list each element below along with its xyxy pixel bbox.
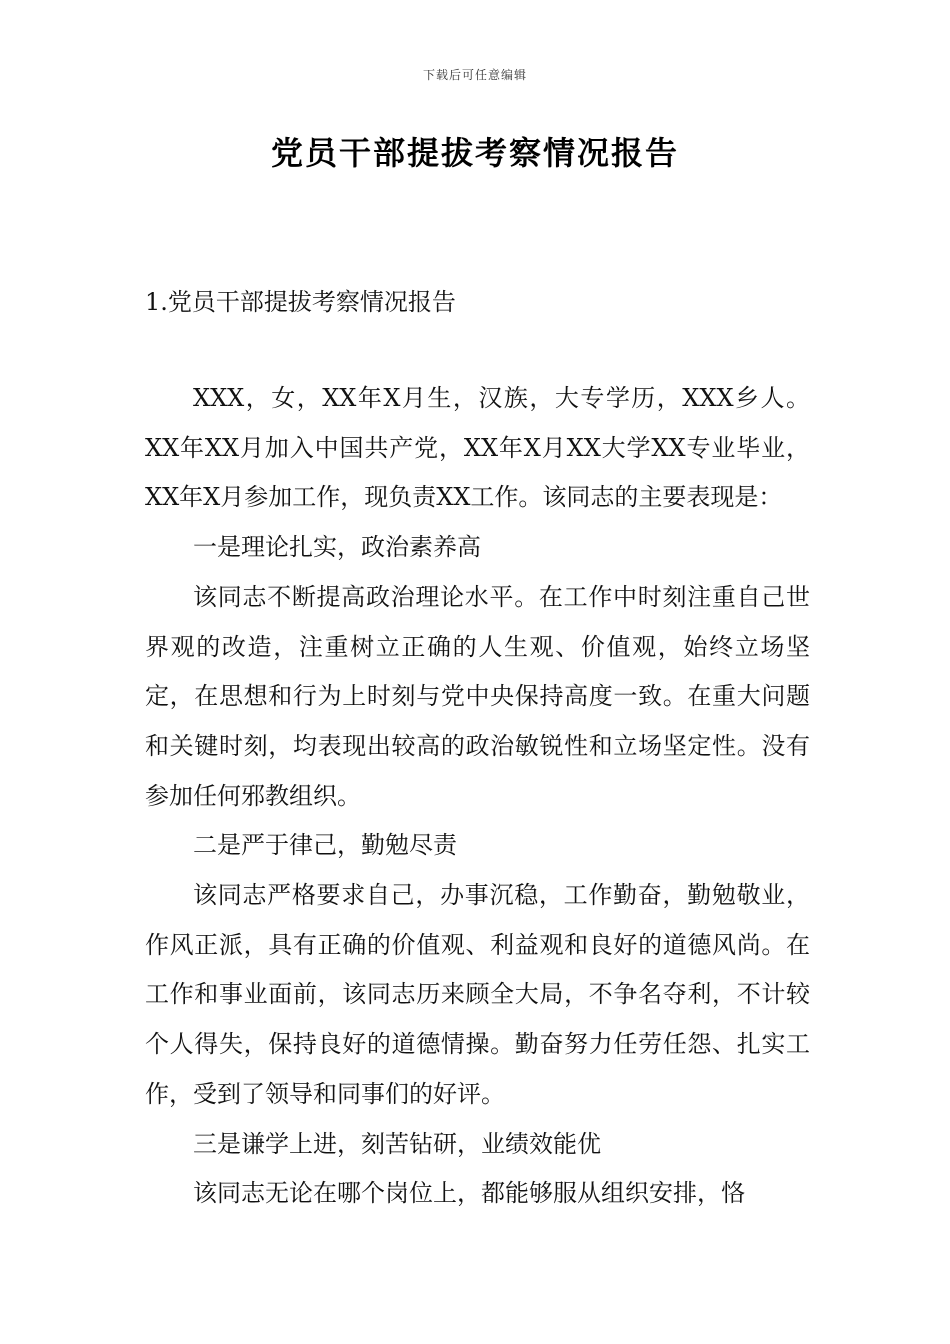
section-heading: 1.党员干部提拔考察情况报告 (145, 288, 456, 316)
subheading-3: 三是谦学上进，刻苦钻研，业绩效能优 (193, 1129, 601, 1158)
subheading-1: 一是理论扎实，政治素养高 (193, 533, 481, 562)
paragraph-intro: XXX，女，XX年X月生，汉族，大专学历，XXX乡人。XX年XX月加入中国共产党，XX年X月XX大学XX专业毕业，XX年X月参加工作，现负责XX工作。该同志的主要表现是： (145, 384, 810, 512)
document-title: 党员干部提拔考察情况报告 (270, 134, 679, 172)
header-note: 下载后可任意编辑 (422, 68, 527, 82)
document-body (145, 374, 810, 1219)
paragraph-3: 该同志无论在哪个岗位上，都能够服从组织安排，恪 (193, 1179, 745, 1208)
subheading-2: 二是严于律己，勤勉尽责 (193, 831, 457, 860)
paragraph-2: 该同志严格要求自己，办事沉稳，工作勤奋，勤勉敬业，作风正派，具有正确的价值观、利益观和良好的道德风尚。在工作和事业面前，该同志历来顾全大局，不争名夺利，不计较个人得失，保持良好的道德情操。勤奋努力任劳任怨、扎实工作，受到了领导和同事们的好评。 (145, 881, 810, 1108)
paragraph-1: 该同志不断提高政治理论水平。在工作中时刻注重自己世界观的改造，注重树立正确的人生观、价值观，始终立场坚定，在思想和行为上时刻与党中央保持高度一致。在重大问题和关键时刻，均表现出较高的政治敏锐性和立场坚定性。没有参加任何邪教组织。 (145, 582, 810, 810)
